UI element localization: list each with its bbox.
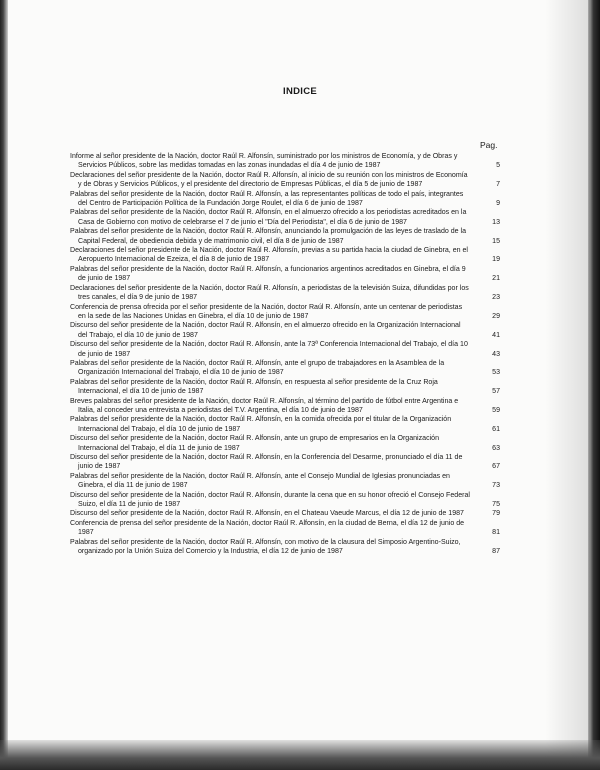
toc-entry	[58, 453, 500, 472]
toc-entry-page: 79	[492, 510, 500, 518]
page-title: INDICE	[283, 86, 317, 97]
toc-entry-page: 59	[492, 406, 500, 414]
toc-entry	[58, 397, 500, 416]
toc-entry	[58, 303, 500, 322]
toc-entry-page: 5	[496, 162, 500, 170]
toc-entry-page: 67	[492, 463, 500, 471]
toc-entry	[58, 472, 500, 491]
toc-entry	[58, 359, 500, 378]
toc-entry-text: Discurso del señor presidente de la Nación, doctor Raúl R. Alfonsín, en el almuerzo ofrecido en la Organización Internacional del Trabajo, el día 10 de junio de 1987	[70, 322, 461, 339]
toc-entry	[58, 415, 500, 434]
toc-entry-page: 61	[492, 425, 500, 433]
toc-entry-text: Breves palabras del señor presidente de la Nación, doctor Raúl R. Alfonsín, al término del partido de fútbol entre Argentina e Italia, al conceder una entrevista a periodistas del T.V. Argentina, el día 10 de junio de 1987	[70, 397, 459, 414]
toc-entry-page: 29	[492, 312, 500, 320]
scan-left-edge	[0, 0, 8, 770]
toc-entry-text: Palabras del señor presidente de la Nación, doctor Raúl R. Alfonsín, anunciando la promulgación de las leyes de traslado de la Capital Federal, de obediencia debida y de matrimonio civil, el día 8 de junio de 1987	[70, 228, 467, 245]
toc-entry-text: Palabras del señor presidente de la Nación, doctor Raúl R. Alfonsín, en la comida ofrecida por el titular de la Organización Internacional del Trabajo, el día 10 de junio de 1987	[70, 416, 452, 433]
toc-entry-text: Declaraciones del señor presidente de la Nación, doctor Raúl R. Alfonsín, al inicio de su reunión con los ministros de Economía y de Obras y Servicios Públicos, y el presidente del directorio de Empresas Públicas, el día 5 de junio de 1987	[70, 171, 468, 189]
toc-entry-text: Informe al señor presidente de la Nación, doctor Raúl R. Alfonsín, suministrado por los ministros de Economía, y de Obras y Servicios Públicos, sobre las medidas tomadas en las zonas inundadas el día 4 de junio de 1987	[70, 153, 458, 170]
toc-entry	[58, 378, 500, 397]
toc-entry-page: 7	[496, 181, 500, 189]
toc-entry-page: 75	[492, 501, 500, 509]
toc-entry-page: 19	[492, 256, 500, 264]
toc-entry-text: Palabras del señor presidente de la Nación, doctor Raúl R. Alfonsín, a las representantes políticas de todo el país, integrantes del Centro de Participación Política de la Fundación Jorge Roulet, el día 6 de junio de 1987	[70, 190, 464, 208]
toc-entry-text: Discurso del señor presidente de la Nación, doctor Raúl R. Alfonsín, en el Chateau Vaeude Marcus, el día 12 de junio de 1987	[70, 510, 464, 518]
toc-entry	[58, 171, 500, 190]
toc-entry-page: 21	[492, 275, 500, 283]
toc-entry-text: Palabras del señor presidente de la Nación, doctor Raúl R. Alfonsín, a funcionarios argentinos acreditados en Ginebra, el día 9 de junio de 1987	[70, 265, 466, 283]
toc-entry-text: Declaraciones del señor presidente de la Nación, doctor Raúl R. Alfonsín, a periodistas de la televisión Suiza, difundidas por los tres canales, el día 9 de junio de 1987	[70, 284, 469, 302]
toc-entry-page: 43	[492, 350, 500, 358]
toc-entry	[58, 152, 500, 171]
toc-entry-page: 15	[492, 237, 500, 245]
toc-entry	[58, 491, 500, 510]
toc-entry-text: Conferencia de prensa del señor presidente de la Nación, doctor Raúl R. Alfonsín, en la ciudad de Berna, el día 12 de junio de 1987	[70, 519, 465, 537]
toc-entry-text: Conferencia de prensa ofrecida por el señor presidente de la Nación, doctor Raúl R. Alfonsín, ante un centenar de periodistas en la sede de las Naciones Unidas en Ginebra, el día 10 de junio de 1987	[70, 303, 463, 320]
toc-entry-text: Discurso del señor presidente de la Nación, doctor Raúl R. Alfonsín, ante un grupo de empresarios en la Organización Internacional del Trabajo, el día 11 de junio de 1987	[70, 435, 439, 452]
toc-entry-page: 57	[492, 388, 500, 396]
toc-list	[58, 152, 500, 556]
toc-entry-page: 73	[492, 482, 500, 490]
toc-entry-text: Declaraciones del señor presidente de la Nación, doctor Raúl R. Alfonsín, previas a su partida hacia la ciudad de Ginebra, en el Aeropuerto Internacional de Ezeiza, el día 8 de junio de 1987	[70, 247, 468, 264]
toc-entry	[58, 321, 500, 340]
toc-entry	[58, 227, 500, 246]
toc-entry-page: 41	[492, 331, 500, 339]
toc-entry-page: 81	[492, 529, 500, 537]
toc-entry-page: 63	[492, 444, 500, 452]
toc-entry-page: 23	[492, 294, 500, 302]
toc-entry-text: Discurso del señor presidente de la Nación, doctor Raúl R. Alfonsín, durante la cena que en su honor ofreció el Consejo Federal Suizo, el día 11 de junio de 1987	[70, 491, 470, 509]
toc-entry	[58, 509, 500, 518]
toc-entry	[58, 265, 500, 284]
toc-entry-text: Palabras del señor presidente de la Nación, doctor Raúl R. Alfonsín, con motivo de la clausura del Simposio Argentino-Suizo, organizado por la Unión Suiza del Comercio y la Industria, el día 12 de junio de 1987	[70, 538, 461, 556]
toc-entry-text: Palabras del señor presidente de la Nación, doctor Raúl R. Alfonsín, ante el Consejo Mundial de Iglesias pronunciadas en Ginebra, el día 11 de junio de 1987	[70, 472, 450, 490]
toc-entry-text: Palabras del señor presidente de la Nación, doctor Raúl R. Alfonsín, en el almuerzo ofrecido a los periodistas acreditados en la Casa de Gobierno con motivo de celebrarse el 7 de junio el "Día del Periodista", el día 6 de junio de 1987	[70, 209, 467, 226]
toc-entry-text: Discurso del señor presidente de la Nación, doctor Raúl R. Alfonsín, en la Conferencia del Desarme, pronunciado el día 11 de junio de 1987	[70, 454, 463, 471]
toc-entry	[58, 519, 500, 538]
toc-entry	[58, 340, 500, 359]
toc-entry	[58, 538, 500, 557]
scan-shadow	[545, 0, 590, 770]
toc-entry-page: 9	[496, 200, 500, 208]
toc-entry	[58, 208, 500, 227]
toc-entry	[58, 246, 500, 265]
page-column-header: Pag.	[480, 140, 498, 150]
toc-entry	[58, 434, 500, 453]
scan-right-edge	[588, 0, 600, 770]
toc-entry-text: Discurso del señor presidente de la Nación, doctor Raúl R. Alfonsín, ante la 73ª Conferencia Internacional del Trabajo, el día 10 de junio de 1987	[70, 341, 468, 358]
toc-entry	[58, 284, 500, 303]
toc-entry-page: 53	[492, 369, 500, 377]
toc-entry-text: Palabras del señor presidente de la Nación, doctor Raúl R. Alfonsín, ante el grupo de trabajadores en la Asamblea de la Organización Internacional del Trabajo, el día 10 de junio de 1987	[70, 359, 445, 377]
toc-entry-page: 13	[492, 218, 500, 226]
scan-bottom-edge	[0, 740, 600, 770]
toc-entry-text: Palabras del señor presidente de la Nación, doctor Raúl R. Alfonsín, en respuesta al señor presidente de la Cruz Roja Internacional, el día 10 de junio de 1987	[70, 378, 438, 396]
toc-entry	[58, 190, 500, 209]
toc-entry-page: 87	[492, 548, 500, 556]
